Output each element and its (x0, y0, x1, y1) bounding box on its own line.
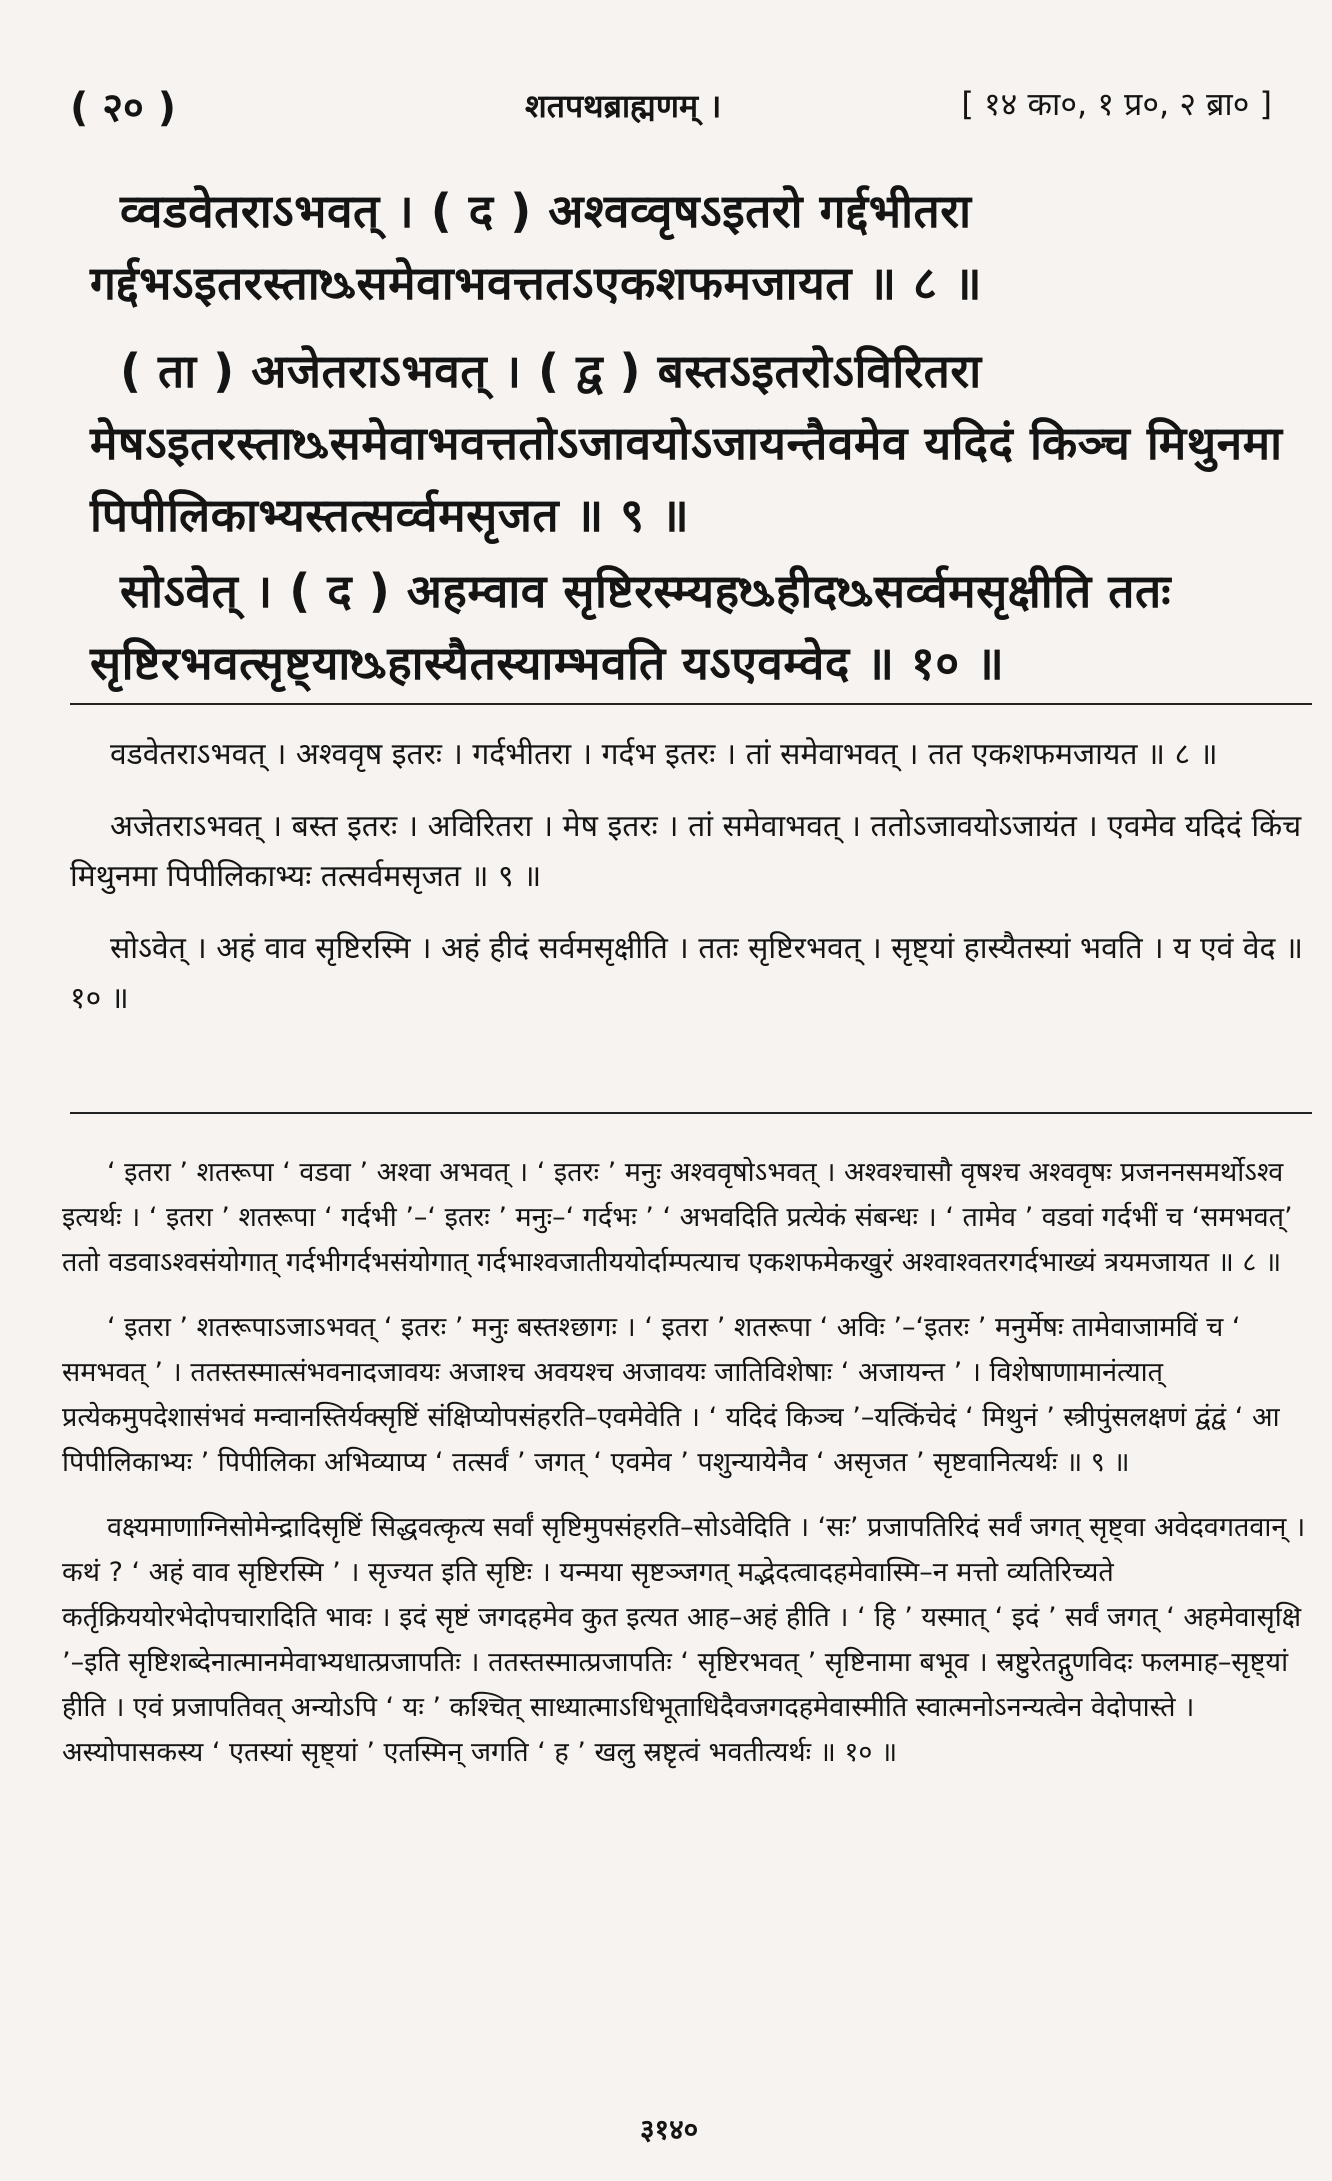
padapatha-section (70, 730, 1307, 1046)
divider (70, 1112, 1312, 1114)
running-header (70, 78, 1272, 138)
mantra-text: सोऽवेत् । ( द ) अहम्वाव सृष्टिरस्म्यहᳬहीदᳬसर्व्वमसृक्षीति ततः सृष्टिरभवत्सृष्ट्याᳬहास्यैतस्याम्भवति यऽएवम्वेद ॥ १० ॥ (90, 564, 1172, 690)
padapatha-paragraph: सोऽवेत् । अहं वाव सृष्टिरस्मि । अहं हीदं सर्वमसृक्षीति । ततः सृष्टिरभवत् । सृष्ट्यां हास्यैतस्यां भवति । य एवं वेद ॥ १० ॥ (70, 931, 1303, 1016)
mantra-10 (90, 555, 1292, 709)
padapatha-paragraph: वडवेतराऽभवत् । अश्ववृष इतरः । गर्दभीतरा । गर्दभ इतरः । तां समेवाभवत् । तत एकशफमजायत ॥ ८ ॥ (110, 737, 1218, 772)
book-title: शतपथब्राह्मणम् । (525, 87, 722, 125)
mantra-9 (90, 335, 1292, 561)
mantra-8 (90, 175, 1292, 329)
mantra-text: व्वडवेतराऽभवत् । ( द ) अश्वव्वृषऽइतरो गर्द्दभीतरा गर्द्दभऽइतरस्ताᳬसमेवाभवत्ततऽएकशफमजायत ॥ ८ ॥ (90, 184, 983, 310)
footer-page-number: ३१४० (640, 2113, 699, 2146)
divider (70, 703, 1312, 705)
commentary-paragraph: वक्ष्यमाणाग्निसोमेन्द्रादिसृष्टिं सिद्धवत्कृत्य सर्वां सृष्टिमुपसंहरति–सोऽवेदिति । ‘सः’ प्रजापतिरिदं सर्वं जगत् सृष्ट्वा अवेदवगतवान् । कथं ? ‘ अहं वाव सृष्टिरस्मि ’ । सृज्यत इति सृष्टिः । यन्मया सृष्टञ्जगत् मद्भेदत्वादहमेवास्मि–न मत्तो व्यतिरिच्यते कर्तृक्रिययोरभेदोपचारादिति भावः । इदं सृष्टं जगदहमेव कुत इत्यत आह–अहं हीति । ‘ हि ’ यस्मात् ‘ इदं ’ सर्वं जगत् ‘ अहमेवासृक्षि ’–इति सृष्टिशब्देनात्मानमेवाभ्यधात्प्रजापतिः । ततस्तस्मात्प्रजापतिः ‘ सृष्टिरभवत् ’ सृष्टिनामा बभूव । स्रष्टुरेतद्गुणविदः फलमाह–सृष्ट्यां हीति । एवं प्रजापतिवत् अन्योऽपि ‘ यः ’ कश्चित् साध्यात्माऽधिभूताधिदैवजगदहमेवास्मीति स्वात्मनोऽनन्यत्वेन वेदोपास्ते । अस्योपासकस्य ‘ एतस्यां सृष्ट्यां ’ एतस्मिन् जगति ‘ ह ’ खलु स्रष्टृत्वं भवतीत्यर्थः ॥ १० ॥ (62, 1512, 1306, 1768)
commentary-paragraph: ‘ इतरा ’ शतरूपा ‘ वडवा ’ अश्वा अभवत् । ‘ इतरः ’ मनुः अश्ववृषोऽभवत् । अश्वश्चासौ वृषश्च अश्ववृषः प्रजननसमर्थोऽश्व इत्यर्थः । ‘ इतरा ’ शतरूपा ‘ गर्दभी ’–‘ इतरः ’ मनुः–‘ गर्दभः ’ ‘ अभवदिति प्रत्येकं संबन्धः । ‘ तामेव ’ वडवां गर्दभीं च ‘समभवत्’ ततो वडवाऽश्वसंयोगात् गर्दभीगर्दभसंयोगात् गर्दभाश्वजातीययोर्दाम्पत्याच एकशफमेकखुरं अश्वाश्वतरगर्दभाख्यं त्रयमजायत ॥ ८ ॥ (62, 1157, 1293, 1278)
commentary-section (62, 1150, 1307, 1795)
commentary-paragraph: ‘ इतरा ’ शतरूपाऽजाऽभवत् ‘ इतरः ’ मनुः बस्तश्छागः । ‘ इतरा ’ शतरूपा ‘ अविः ’–‘इतरः ’ मनुर्मेषः तामेवाजामविं च ‘ समभवत् ’ । ततस्तस्मात्संभवनादजावयः अजाश्च अवयश्च अजावयः जातिविशेषाः ‘ अजायन्त ’ । विशेषाणामानंत्यात् प्रत्येकमुपदेशासंभवं मन्वानस्तिर्यक्सृष्टिं संक्षिप्योपसंहरति–एवमेवेति । ‘ यदिदं किञ्च ’–यत्किंचेदं ‘ मिथुनं ’ स्त्रीपुंसलक्षणं द्वंद्वं ‘ आ पिपीलिकाभ्यः ’ पिपीलिका अभिव्याप्य ‘ तत्सर्वं ’ जगत् ‘ एवमेव ’ पशुन्यायेनैव ‘ असृजत ’ सृष्टवानित्यर्थः ॥ ९ ॥ (62, 1312, 1280, 1478)
page-number: ( २० ) (70, 85, 177, 131)
section-reference: [ १४ का०, १ प्र०, २ ब्रा० ] (961, 85, 1272, 123)
mantra-text: ( ता ) अजेतराऽभवत् । ( द्व ) बस्तऽइतरोऽविरितरा मेषऽइतरस्ताᳬसमेवाभवत्ततोऽजावयोऽजायन्तैवमेव यदिदं किञ्च मिथुनमा पिपीलिकाभ्यस्तत्सर्व्वमसृजत ॥ ९ ॥ (90, 344, 1283, 542)
padapatha-paragraph: अजेतराऽभवत् । बस्त इतरः । अविरितरा । मेष इतरः । तां समेवाभवत् । ततोऽजावयोऽजायंत । एवमेव यदिदं किंच मिथुनमा पिपीलिकाभ्यः तत्सर्वमसृजत ॥ ९ ॥ (70, 809, 1302, 894)
